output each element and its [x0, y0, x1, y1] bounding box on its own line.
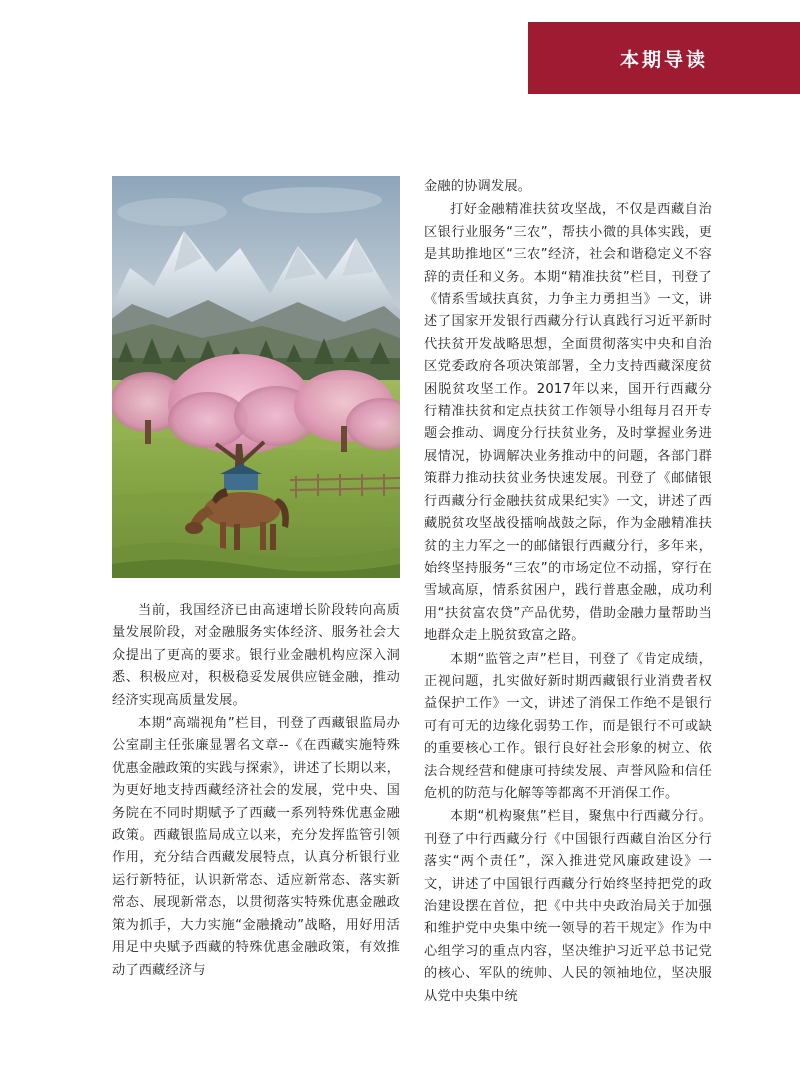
left-column — [112, 176, 400, 983]
right-column — [424, 176, 712, 1009]
body-paragraph: 本期“监管之声”栏目，刊登了《肯定成绩，正视问题，扎实做好新时期西藏银行业消费者权益保护工作》一文，讲述了消保工作绝不是银行可有可无的边缘化弱势工作，而是银行不可或缺的重要核心工作。银行良好社会形象的树立、依法合规经营和健康可持续发展、声誉风险和信任危机的防范与化解等等都离不开消保工作。 — [424, 651, 712, 801]
body-paragraph: 当前，我国经济已由高速增长阶段转向高质量发展阶段，对金融服务实体经济、服务社会大众提出了更高的要求。银行业金融机构应深入洞悉、积极应对，积极稳妥发展供应链金融，推动经济实现高质量发展。 — [112, 603, 400, 708]
photo-illustration — [112, 176, 400, 578]
banner-title: 本期导读 — [619, 48, 708, 71]
tibet-landscape-photo — [112, 176, 400, 578]
photo-spacer — [112, 578, 400, 600]
body-paragraph: 本期“机构聚焦”栏目，聚焦中行西藏分行。刊登了中行西藏分行《中国银行西藏自治区分行落实“两个责任”，深入推进党风廉政建设》一文，讲述了中国银行西藏分行始终坚持把党的政治建设摆在首位，把《中共中央政治局关于加强和维护党中央集中统一领导的若干规定》作为中心组学习的重点内容，坚决维护习近平总书记党的核心、军队的统帅、人民的领袖地位，坚决服从党中央集中统 — [424, 809, 712, 1004]
body-paragraph: 本期“高端视角”栏目，刊登了西藏银监局办公室副主任张廉显署名文章--《在西藏实施特殊优惠金融政策的实践与探索》，讲述了长期以来，为更好地支持西藏经济社会的发展，党中央、国务院在不同时期赋予了西藏一系列特殊优惠金融政策。西藏银监局成立以来，充分发挥监管引领作用，充分结合西藏发展特点，认真分析银行业运行新特征，认识新常态、适应新常态、落实新常态、展现新常态，以贯彻落实特殊优惠金融政策为抓手，大力实施“金融撬动”战略，用好用活用足中央赋予西藏的特殊优惠金融政策，有效推动了西藏经济与 — [112, 716, 400, 978]
body-paragraph: 打好金融精准扶贫攻坚战，不仅是西藏自治区银行业服务“三农”，帮扶小微的具体实践，更是其助推地区“三农”经济，社会和谐稳定义不容辞的责任和义务。本期“精准扶贫”栏目，刊登了《情系雪域扶真贫，力争主力勇担当》一文，讲述了国家开发银行西藏分行认真践行习近平新时代扶贫开发战略思想，全面贯彻落实中央和自治区党委政府各项决策部署，全力支持西藏深度贫困脱贫攻坚工作。2017年以来，国开行西藏分行精准扶贫和定点扶贫工作领导小组每月召开专题会推动、调度分行扶贫业务，及时掌握业务进展情况，协调解决业务推动中的问题，各部门群策群力推动扶贫业务快速发展。刊登了《邮储银行西藏分行金融扶贫成果纪实》一文，讲述了西藏脱贫攻坚战役擂响战鼓之际，作为金融精准扶贫的主力军之一的邮储银行西藏分行，多年来，始终坚持服务“三农”的市场定位不动摇，穿行在雪域高原，情系贫困户，践行普惠金融，成功利用“扶贫富农贷”产品优势，借助金融力量帮助当地群众走上脱贫致富之路。 — [424, 202, 712, 644]
body-paragraph: 金融的协调发展。 — [424, 179, 532, 194]
header-banner — [528, 22, 800, 94]
